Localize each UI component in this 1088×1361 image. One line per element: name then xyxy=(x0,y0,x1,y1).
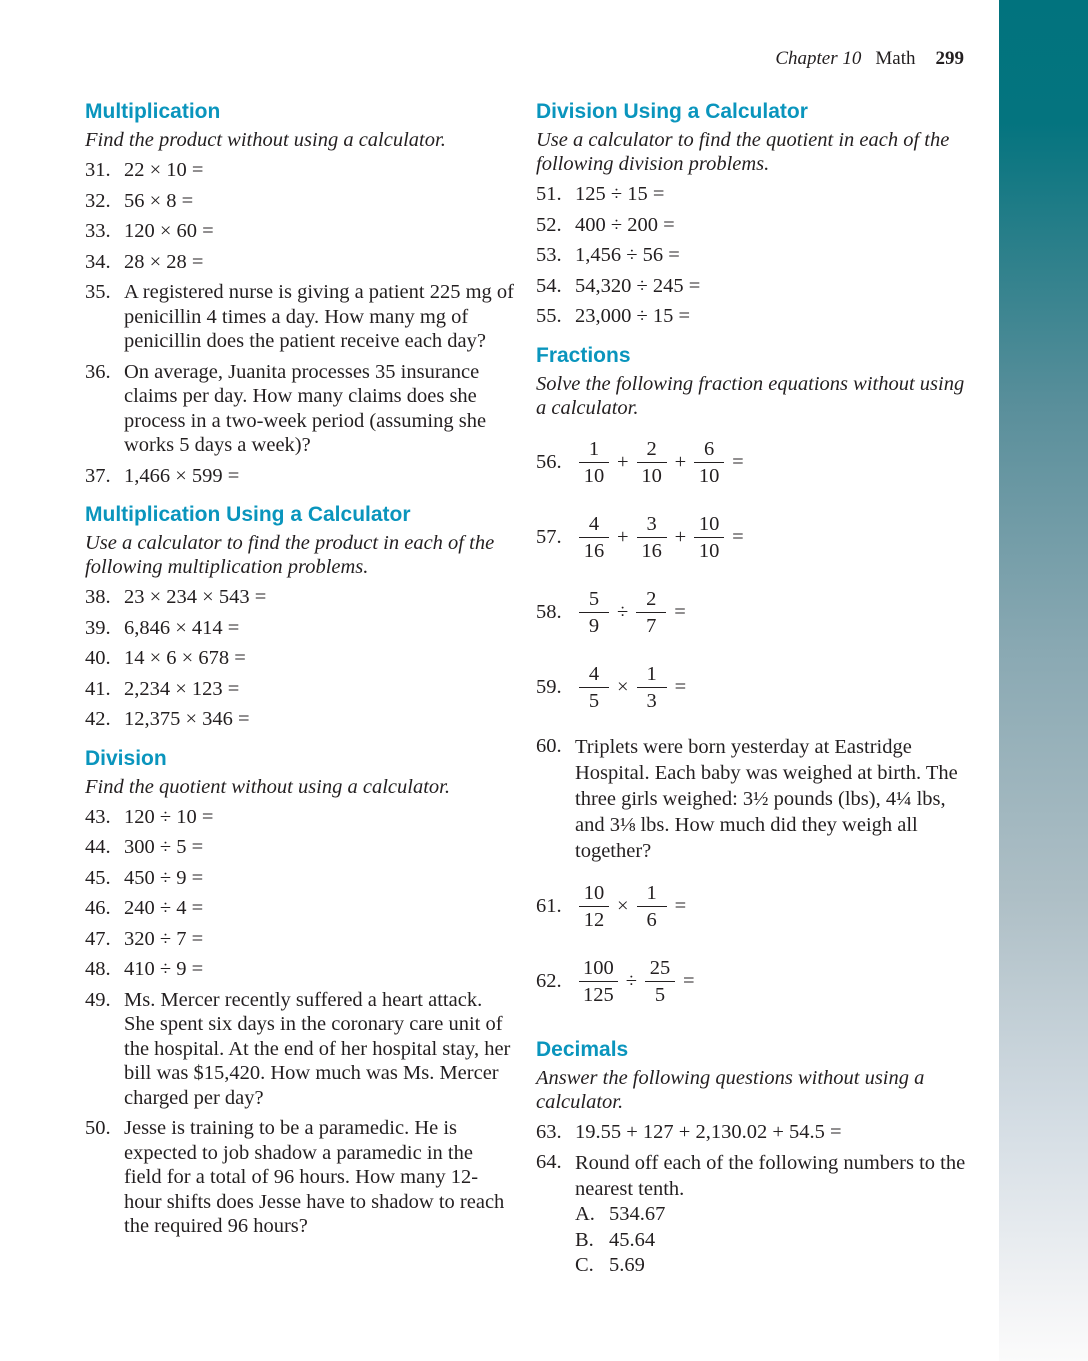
operator: + xyxy=(617,451,629,473)
operator: ÷ xyxy=(617,601,629,623)
problem-number: 44. xyxy=(85,836,111,858)
chapter-label: Chapter 10 xyxy=(775,48,862,69)
problem-text: 1,466 × 599 = xyxy=(124,464,240,487)
problem-text: 14 × 6 × 678 = xyxy=(124,647,246,669)
sub-item-list xyxy=(575,1202,966,1279)
numerator: 4 xyxy=(579,511,609,538)
section-multiplication-calculator xyxy=(85,501,515,732)
problem xyxy=(85,158,515,183)
fraction-problem xyxy=(536,875,966,939)
problem xyxy=(85,988,515,1111)
section-instruction: Use a calculator to find the quotient in each of the following division problems. xyxy=(536,129,950,175)
problem xyxy=(85,646,515,671)
section-instruction: Find the quotient without using a calculator. xyxy=(85,775,450,798)
problem xyxy=(85,1116,515,1239)
problem xyxy=(85,805,515,830)
problem xyxy=(85,189,515,214)
problem-text: 23 × 234 × 543 = xyxy=(124,586,267,608)
page-number: 299 xyxy=(935,48,964,69)
problem xyxy=(85,896,515,921)
problem-number: 40. xyxy=(85,647,111,669)
problem-number: 59. xyxy=(536,676,562,698)
numerator: 2 xyxy=(636,586,666,613)
equals-sign: = xyxy=(674,676,687,698)
sub-item xyxy=(575,1202,966,1228)
problem-text: A registered nurse is giving a patient 225 mg of penicillin 4 times a day. How many mg of penicillin does the patient receive each day? xyxy=(124,281,514,352)
problem-number: 36. xyxy=(85,360,111,383)
problem-number: 34. xyxy=(85,250,111,273)
problem xyxy=(85,866,515,891)
word-problem xyxy=(536,734,966,864)
problem-text: 28 × 28 = xyxy=(124,250,204,273)
problem xyxy=(536,1150,966,1202)
denominator: 16 xyxy=(583,540,605,562)
section-division-calculator xyxy=(536,98,966,329)
problem-text: 125 ÷ 15 = xyxy=(575,183,665,205)
numerator: 5 xyxy=(579,586,609,613)
problem-text: 300 ÷ 5 = xyxy=(124,836,204,858)
problem-number: 46. xyxy=(85,897,111,919)
problem-text: On average, Juanita processes 35 insurance claims per day. How many claims does she process in a two-week period (assuming she works 5 days a week)? xyxy=(124,360,487,456)
problem-text: 240 ÷ 4 = xyxy=(124,897,204,919)
equals-sign: = xyxy=(732,451,744,473)
chapter-color-bar xyxy=(999,0,1088,1361)
fraction xyxy=(579,586,609,639)
fraction xyxy=(694,436,724,489)
problem-text: 12,375 × 346 = xyxy=(124,708,250,730)
problem-list xyxy=(536,182,966,329)
denominator: 7 xyxy=(646,615,657,637)
problem-number: 55. xyxy=(536,305,562,327)
problem xyxy=(85,616,515,641)
numerator: 10 xyxy=(579,880,609,907)
fraction xyxy=(637,511,667,564)
problem-number: 31. xyxy=(85,159,111,181)
fraction xyxy=(637,661,667,714)
problem-number: 64. xyxy=(536,1151,562,1173)
fraction-problem xyxy=(536,656,966,720)
equals-sign: = xyxy=(674,895,687,917)
problem-text: 120 ÷ 10 = xyxy=(124,805,214,828)
problem xyxy=(85,835,515,860)
problem xyxy=(85,707,515,732)
denominator: 10 xyxy=(698,465,720,487)
section-instruction: Solve the following fraction equations without using a calculator. xyxy=(536,372,965,419)
section-instruction: Answer the following questions without using a calculator. xyxy=(536,1066,925,1113)
fraction-problem xyxy=(536,431,966,495)
section-multiplication xyxy=(85,98,515,488)
problem-list xyxy=(85,585,515,732)
section-title: Division xyxy=(85,746,167,770)
problem-list xyxy=(85,158,515,488)
section-fractions xyxy=(536,342,966,1014)
sub-item-label: C. xyxy=(575,1254,594,1276)
problem-number: 37. xyxy=(85,464,111,487)
problem-text: Triplets were born yesterday at Eastridge Hospital. Each baby was weighed at birth. The three girls weighed: 3½ pounds (lbs), 4¼ lbs, and 3⅛ lbs. How much did they weigh all together? xyxy=(575,735,958,862)
problem-text: Jesse is training to be a paramedic. He is expected to job shadow a paramedic in the field for a total of 96 hours. How many 12-hour shifts does Jesse have to shadow to reach the required 96 hours? xyxy=(124,1117,505,1237)
problem xyxy=(85,677,515,702)
numerator: 4 xyxy=(579,661,609,688)
fraction-problem xyxy=(536,506,966,570)
section-title: Multiplication xyxy=(85,100,221,123)
problem-text: 54,320 ÷ 245 = xyxy=(575,274,701,297)
fraction xyxy=(579,661,609,714)
equals-sign: = xyxy=(732,526,744,548)
right-column xyxy=(536,98,966,1279)
numerator: 1 xyxy=(637,661,667,688)
fraction xyxy=(637,880,667,933)
problem-text: Round off each of the following numbers to the nearest tenth. xyxy=(575,1152,966,1200)
problem-number: 43. xyxy=(85,805,111,828)
problem xyxy=(85,219,515,244)
problem xyxy=(536,213,966,238)
denominator: 125 xyxy=(583,984,614,1006)
problem xyxy=(536,182,966,207)
problem xyxy=(85,957,515,982)
denominator: 9 xyxy=(588,615,600,637)
numerator: 6 xyxy=(694,436,724,463)
fraction xyxy=(645,955,675,1008)
sub-item-label: B. xyxy=(575,1228,594,1251)
section-title: Multiplication Using a Calculator xyxy=(85,503,411,526)
problem xyxy=(536,274,966,299)
problem xyxy=(85,927,515,952)
section-instruction: Find the product without using a calculator. xyxy=(85,129,446,151)
problem-number: 61. xyxy=(536,895,562,917)
numerator: 2 xyxy=(637,436,667,463)
operator: + xyxy=(674,451,687,473)
fraction xyxy=(636,586,666,639)
problem-number: 63. xyxy=(536,1120,562,1143)
problem xyxy=(85,585,515,610)
denominator: 10 xyxy=(641,465,662,487)
section-label: Math xyxy=(875,48,916,69)
problem-text: 320 ÷ 7 = xyxy=(124,927,204,950)
problem-text: Ms. Mercer recently suffered a heart attack. She spent six days in the coronary care unit of the hospital. At the end of her hospital stay, her bill was $15,420. How much was Ms. Mercer charged per day? xyxy=(124,988,511,1109)
denominator: 12 xyxy=(583,909,605,931)
problem-number: 42. xyxy=(85,708,111,730)
operator: ÷ xyxy=(625,970,638,992)
sub-item-value: 45.64 xyxy=(609,1228,656,1251)
problem xyxy=(85,250,515,275)
fraction xyxy=(694,511,724,564)
operator: + xyxy=(617,526,629,548)
problem-text: 400 ÷ 200 = xyxy=(575,213,675,236)
problem-number: 57. xyxy=(536,526,562,548)
denominator: 10 xyxy=(698,540,720,562)
numerator: 25 xyxy=(645,955,675,982)
problem xyxy=(85,464,515,489)
problem-number: 58. xyxy=(536,601,562,623)
problem-number: 32. xyxy=(85,189,111,212)
problem-text: 2,234 × 123 = xyxy=(124,677,240,700)
problem xyxy=(536,304,966,329)
problem-text: 23,000 ÷ 15 = xyxy=(575,305,691,327)
denominator: 3 xyxy=(646,690,657,712)
operator: × xyxy=(617,676,629,698)
section-title: Decimals xyxy=(536,1037,629,1061)
section-instruction: Use a calculator to find the product in each of the following multiplication problems. xyxy=(85,532,495,578)
problem-number: 49. xyxy=(85,988,111,1011)
problem-number: 60. xyxy=(536,734,562,757)
numerator: 10 xyxy=(694,511,724,538)
problem-number: 48. xyxy=(85,958,111,980)
problem-text: 1,456 ÷ 56 = xyxy=(575,244,680,266)
problem-text: 6,846 × 414 = xyxy=(124,616,240,639)
numerator: 3 xyxy=(637,511,667,538)
problem-text: 56 × 8 = xyxy=(124,189,194,212)
section-title: Fractions xyxy=(536,343,631,367)
left-column xyxy=(85,98,515,1239)
fraction-problem xyxy=(536,950,966,1014)
denominator: 5 xyxy=(588,690,600,712)
denominator: 16 xyxy=(641,540,662,562)
problem-list xyxy=(85,805,515,1239)
sub-item xyxy=(575,1228,966,1254)
problem-number: 39. xyxy=(85,616,111,639)
numerator: 1 xyxy=(637,880,667,907)
section-decimals xyxy=(536,1036,966,1279)
problem-number: 56. xyxy=(536,451,562,473)
problem-number: 41. xyxy=(85,677,111,700)
equals-sign: = xyxy=(674,601,686,623)
problem-text: 120 × 60 = xyxy=(124,220,214,242)
problem-number: 33. xyxy=(85,220,111,242)
denominator: 10 xyxy=(583,465,605,487)
problem-number: 53. xyxy=(536,244,562,266)
problem-number: 51. xyxy=(536,183,562,205)
numerator: 1 xyxy=(579,436,609,463)
problem-number: 38. xyxy=(85,586,111,608)
problem xyxy=(536,243,966,268)
equals-sign: = xyxy=(683,970,695,992)
problem-number: 52. xyxy=(536,213,562,236)
problem-number: 35. xyxy=(85,281,111,303)
problem-number: 62. xyxy=(536,970,562,992)
problem xyxy=(536,1120,966,1145)
problem-text: 450 ÷ 9 = xyxy=(124,866,204,889)
sub-item-value: 5.69 xyxy=(609,1254,645,1276)
numerator: 100 xyxy=(579,955,618,982)
sub-item xyxy=(575,1253,966,1279)
operator: × xyxy=(617,895,629,917)
fraction xyxy=(579,955,618,1008)
running-head xyxy=(775,48,964,70)
operator: + xyxy=(674,526,687,548)
fraction xyxy=(579,436,609,489)
problem-text: 22 × 10 = xyxy=(124,159,204,181)
problem-text: 19.55 + 127 + 2,130.02 + 54.5 = xyxy=(575,1120,842,1143)
problem-number: 50. xyxy=(85,1117,111,1139)
fraction-problem xyxy=(536,581,966,645)
fraction xyxy=(637,436,667,489)
denominator: 6 xyxy=(646,909,657,931)
problem xyxy=(85,360,515,458)
sub-item-value: 534.67 xyxy=(609,1203,666,1225)
problem-number: 54. xyxy=(536,274,562,297)
section-division xyxy=(85,745,515,1239)
section-title: Division Using a Calculator xyxy=(536,100,808,123)
denominator: 5 xyxy=(654,984,666,1006)
fraction xyxy=(579,880,609,933)
problem xyxy=(85,280,515,354)
problem-number: 45. xyxy=(85,866,111,889)
problem-text: 410 ÷ 9 = xyxy=(124,958,204,980)
problem-number: 47. xyxy=(85,927,111,950)
sub-item-label: A. xyxy=(575,1203,595,1225)
fraction xyxy=(579,511,609,564)
